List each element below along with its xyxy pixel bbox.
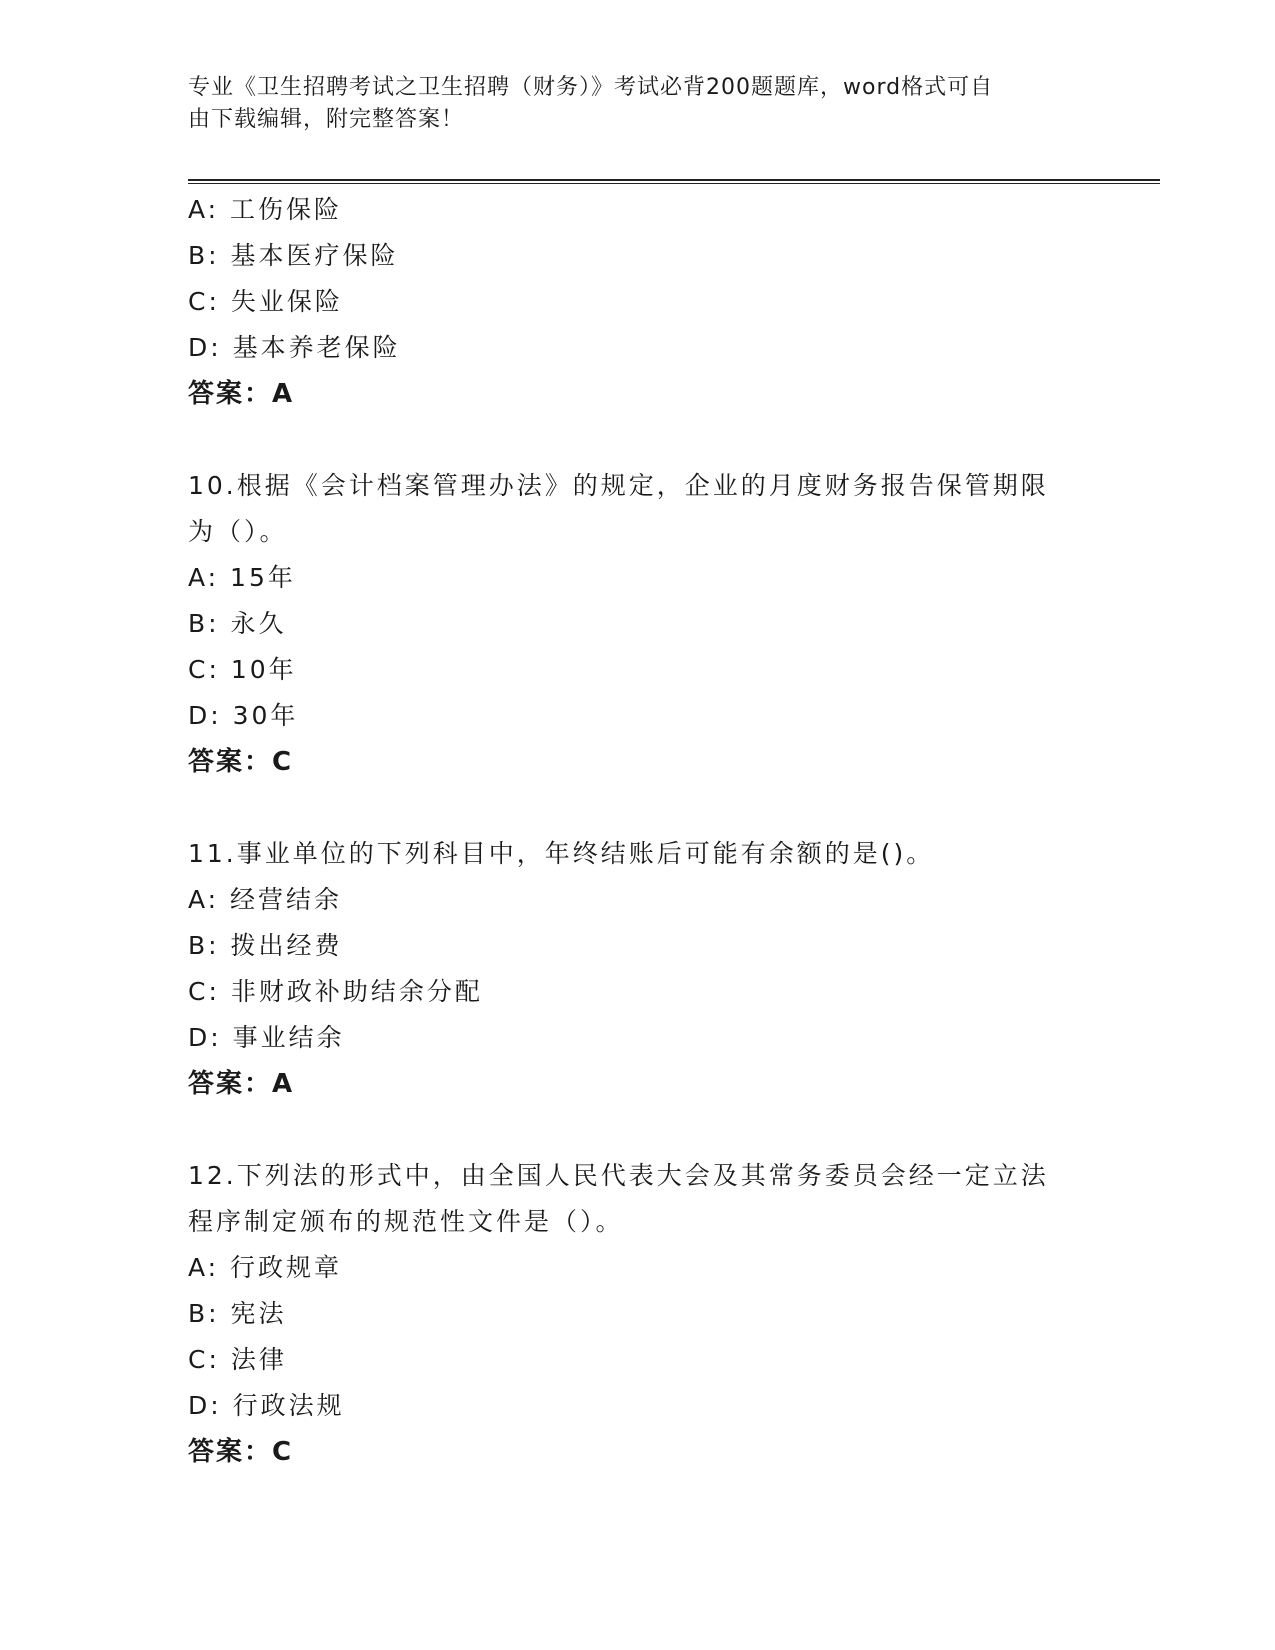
option-b: B: 永久: [188, 609, 287, 638]
question-9-block: [188, 187, 1088, 417]
option-b: B: 宪法: [188, 1299, 287, 1328]
question-10-block: [188, 463, 1088, 785]
answer-line: 答案：C: [188, 1437, 294, 1467]
question-list: [188, 187, 1088, 1475]
option-d: D: 基本养老保险: [188, 333, 401, 362]
option-a: A: 15年: [188, 563, 296, 592]
answer-line: 答案：A: [188, 379, 295, 409]
option-d: D: 事业结余: [188, 1023, 345, 1052]
question-stem-continued: 为（）。: [188, 517, 288, 546]
option-d: D: 行政法规: [188, 1391, 345, 1420]
question-stem-continued: 程序制定颁布的规范性文件是（）。: [188, 1207, 624, 1236]
answer-line: 答案：C: [188, 747, 294, 777]
option-b: B: 拨出经费: [188, 931, 343, 960]
question-stem: 11.事业单位的下列科目中，年终结账后可能有余额的是()。: [188, 839, 935, 868]
option-c: C: 失业保险: [188, 287, 343, 316]
question-stem: 12.下列法的形式中，由全国人民代表大会及其常务委员会经一定立法: [188, 1161, 1049, 1190]
document-header: [188, 72, 1068, 136]
spacer: [188, 417, 1088, 463]
header-divider: [188, 179, 1160, 184]
option-d: D: 30年: [188, 701, 299, 730]
header-line-1: 专业《卫生招聘考试之卫生招聘（财务）》考试必背200题题库，word格式可自: [188, 75, 994, 100]
option-a: A: 经营结余: [188, 885, 343, 914]
option-a: A: 行政规章: [188, 1253, 343, 1282]
option-c: C: 非财政补助结余分配: [188, 977, 483, 1006]
question-12-block: [188, 1153, 1088, 1475]
answer-line: 答案：A: [188, 1069, 295, 1099]
option-a: A: 工伤保险: [188, 195, 343, 224]
option-c: C: 10年: [188, 655, 297, 684]
spacer: [188, 785, 1088, 831]
question-stem: 10.根据《会计档案管理办法》的规定，企业的月度财务报告保管期限: [188, 471, 1049, 500]
spacer: [188, 1107, 1088, 1153]
option-c: C: 法律: [188, 1345, 287, 1374]
question-11-block: [188, 831, 1088, 1107]
header-line-2: 由下载编辑，附完整答案！: [188, 107, 465, 132]
option-b: B: 基本医疗保险: [188, 241, 399, 270]
